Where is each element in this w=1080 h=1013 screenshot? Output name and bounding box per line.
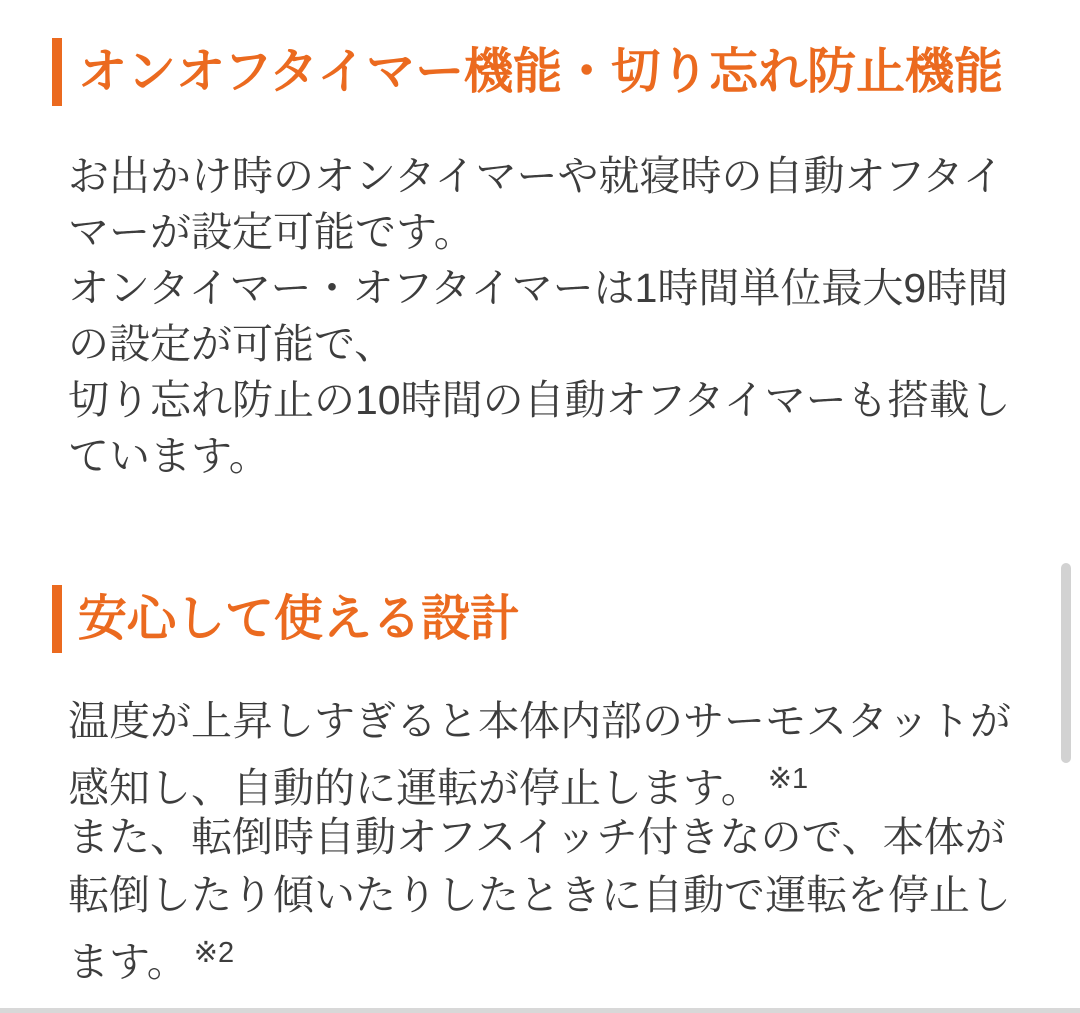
body-line: お出かけ時のオンタイマーや就寝時の自動オフタイ — [68, 153, 1004, 199]
body-line-text: 転倒したり傾いたりしたときに自動で運転を停止し — [68, 872, 1011, 918]
body-line-text: また、転倒時自動オフスイッチ付きなので、本体が — [68, 814, 1006, 860]
body-line — [68, 866, 1060, 924]
body-line-text: 感知し、自動的に運転が停止します。 — [68, 765, 762, 811]
body-line — [68, 924, 1060, 985]
footnote-ref-1: ※1 — [767, 763, 809, 795]
body-line-text: 温度が上昇しすぎると本体内部のサーモスタットが — [68, 698, 1011, 744]
section-timer-body — [68, 148, 1060, 484]
body-line — [68, 692, 1060, 750]
body-line: の設定が可能で、 — [68, 321, 396, 367]
body-line: オンタイマー・オフタイマーは1時間単位最大9時間 — [68, 265, 1009, 311]
bottom-divider — [0, 1008, 1080, 1013]
body-line — [68, 808, 1060, 866]
body-line: マーが設定可能です。 — [68, 209, 475, 255]
footnote-ref-2: ※2 — [193, 937, 235, 969]
heading-accent-bar — [52, 38, 62, 106]
section-timer-heading — [52, 38, 1003, 106]
section-safety-body — [68, 692, 1060, 985]
section-title-timer: オンオフタイマー機能・切り忘れ防止機能 — [78, 44, 1004, 99]
body-line-text: ます。 — [68, 939, 188, 985]
section-title-safety: 安心して使える設計 — [78, 591, 520, 646]
heading-accent-bar — [52, 585, 62, 653]
body-line: ています。 — [68, 433, 270, 479]
body-line: 切り忘れ防止の10時間の自動オフタイマーも搭載し — [68, 377, 1011, 423]
section-safety-heading — [52, 585, 519, 653]
scrollbar-thumb[interactable] — [1061, 563, 1071, 763]
body-line — [68, 750, 1060, 811]
